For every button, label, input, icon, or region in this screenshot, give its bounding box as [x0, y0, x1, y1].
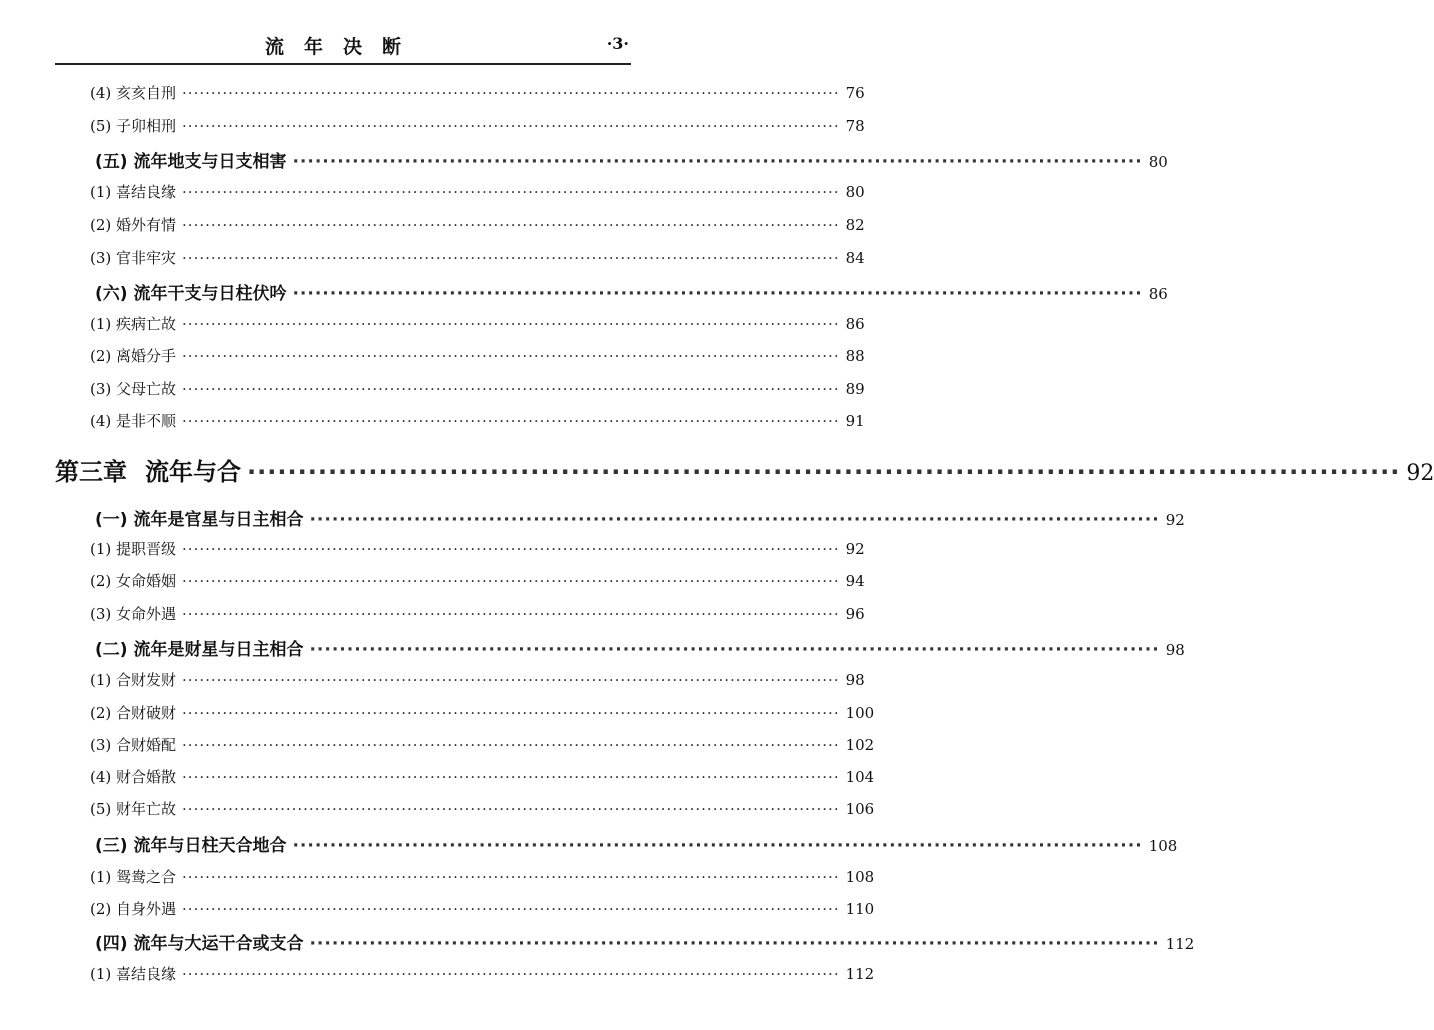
toc-item-page: 86	[845, 315, 865, 333]
dot-leader: ··················································································································	[182, 605, 840, 623]
dot-leader: ··················································································································	[182, 412, 840, 430]
toc-item	[0, 82, 865, 103]
toc-section	[0, 635, 1185, 660]
dot-leader: ··················································································································	[292, 284, 1143, 304]
dot-leader: ··················································································································	[309, 934, 1160, 954]
toc-item	[0, 798, 875, 819]
toc-section	[0, 831, 1178, 856]
chapter-title: 流年与合	[145, 458, 241, 486]
dot-leader: ··················································································································	[182, 572, 840, 590]
dot-leader: ··················································································································	[182, 540, 840, 558]
dot-leader: ··················································································································	[182, 868, 840, 886]
toc-item	[0, 570, 865, 591]
toc-item	[0, 766, 875, 787]
toc-item-label: (1) 喜结良缘	[90, 965, 177, 983]
toc-item-label: (1) 喜结良缘	[90, 183, 177, 201]
toc-item-page: 96	[845, 605, 865, 623]
toc-item	[0, 247, 865, 268]
toc-item	[0, 898, 875, 919]
toc-item	[0, 115, 865, 136]
toc-item-label: (2) 女命婚姻	[90, 572, 177, 590]
dot-leader: ··················································································································	[292, 836, 1143, 856]
dot-leader: ··················································································································	[182, 768, 840, 786]
toc-item-page: 112	[845, 965, 875, 983]
toc-item	[0, 410, 865, 431]
dot-leader: ··················································································································	[182, 183, 840, 201]
toc-item-label: (4) 亥亥自刑	[90, 84, 177, 102]
toc-item-label: (3) 合财婚配	[90, 736, 177, 754]
toc-item-page: 91	[845, 412, 865, 430]
dot-leader: ··················································································································	[182, 736, 840, 754]
toc-section	[0, 505, 1185, 530]
toc-item-page: 82	[845, 216, 865, 234]
dot-leader: ··················································································································	[182, 380, 840, 398]
toc-section-page: 112	[1165, 935, 1195, 953]
toc-item-label: (5) 子卯相刑	[90, 117, 177, 135]
toc-item-label: (3) 女命外遇	[90, 605, 177, 623]
toc-section-label: (三) 流年与日柱天合地合	[95, 836, 287, 856]
toc-chapter	[0, 452, 1434, 487]
toc-section-page: 92	[1165, 511, 1185, 529]
toc-item-label: (1) 合财发财	[90, 671, 177, 689]
toc-section-label: (四) 流年与大运干合或支合	[95, 934, 304, 954]
toc-item-label: (1) 疾病亡故	[90, 315, 177, 333]
toc-chapter-label	[55, 452, 241, 487]
toc-item	[0, 603, 865, 624]
toc-item	[0, 214, 865, 235]
toc-section-page: 108	[1148, 837, 1178, 855]
dot-leader: ··················································································································	[292, 152, 1143, 172]
toc-item-label: (1) 鸳鸯之合	[90, 868, 177, 886]
dot-leader: ··················································································································	[182, 900, 840, 918]
toc-item	[0, 181, 865, 202]
toc-item-page: 88	[845, 347, 865, 365]
page-number: ·3·	[606, 34, 629, 53]
toc-item-label: (4) 是非不顺	[90, 412, 177, 430]
toc-item-label: (3) 父母亡故	[90, 380, 177, 398]
toc-item	[0, 313, 865, 334]
toc-item-label: (5) 财年亡故	[90, 800, 177, 818]
toc-item	[0, 963, 875, 984]
toc-item-page: 106	[845, 800, 875, 818]
dot-leader: ··················································································································	[182, 249, 840, 267]
dot-leader: ··················································································································	[309, 640, 1160, 660]
toc-item-page: 80	[845, 183, 865, 201]
toc-item-page: 92	[845, 540, 865, 558]
toc-item	[0, 734, 875, 755]
toc-item-page: 78	[845, 117, 865, 135]
toc-item-label: (1) 提职晋级	[90, 540, 177, 558]
dot-leader: ··················································································································	[182, 315, 840, 333]
toc-item-page: 94	[845, 572, 865, 590]
toc-item-page: 84	[845, 249, 865, 267]
chapter-number: 第三章	[55, 458, 127, 486]
toc-item	[0, 345, 865, 366]
toc-item-page: 100	[845, 704, 875, 722]
dot-leader: ··················································································································	[309, 510, 1160, 530]
toc-section-label: (一) 流年是官星与日主相合	[95, 510, 304, 530]
book-title: 流年决断	[264, 36, 421, 58]
toc-section	[0, 147, 1168, 172]
dot-leader: ··················································································································	[182, 84, 840, 102]
dot-leader: ··················································································································	[182, 704, 840, 722]
dot-leader: ··················································································································	[182, 671, 840, 689]
toc-section	[0, 929, 1195, 954]
toc-section-page: 86	[1148, 285, 1168, 303]
dot-leader: ··················································································································	[182, 216, 840, 234]
toc-item-label: (2) 离婚分手	[90, 347, 177, 365]
toc-item-page: 76	[845, 84, 865, 102]
toc-item	[0, 702, 875, 723]
toc-item	[0, 669, 865, 690]
toc-section-label: (六) 流年干支与日柱伏吟	[95, 284, 287, 304]
dot-leader: ··················································································································	[182, 117, 840, 135]
toc-item-page: 98	[845, 671, 865, 689]
toc-item-page: 89	[845, 380, 865, 398]
toc-item-page: 108	[845, 868, 875, 886]
dot-leader: ··················································································································	[182, 347, 840, 365]
toc-section	[0, 279, 1168, 304]
toc-item-label: (3) 官非牢灾	[90, 249, 177, 267]
toc-item-label: (2) 婚外有情	[90, 216, 177, 234]
toc-chapter-page: 92	[1406, 461, 1434, 486]
toc-section-label: (五) 流年地支与日支相害	[95, 152, 287, 172]
toc-item	[0, 378, 865, 399]
toc-section-page: 98	[1165, 641, 1185, 659]
toc-item-page: 110	[845, 900, 875, 918]
toc-item-label: (2) 自身外遇	[90, 900, 177, 918]
dot-leader: ··················································································································	[182, 800, 840, 818]
toc-section-label: (二) 流年是财星与日主相合	[95, 640, 304, 660]
toc-item	[0, 866, 875, 887]
toc-item-label: (2) 合财破财	[90, 704, 177, 722]
toc-item-label: (4) 财合婚散	[90, 768, 177, 786]
toc-section-page: 80	[1148, 153, 1168, 171]
toc-item-page: 102	[845, 736, 875, 754]
toc-item-page: 104	[845, 768, 875, 786]
dot-leader: ··················································································································	[247, 458, 1401, 486]
toc-item	[0, 538, 865, 559]
dot-leader: ··················································································································	[182, 965, 840, 983]
